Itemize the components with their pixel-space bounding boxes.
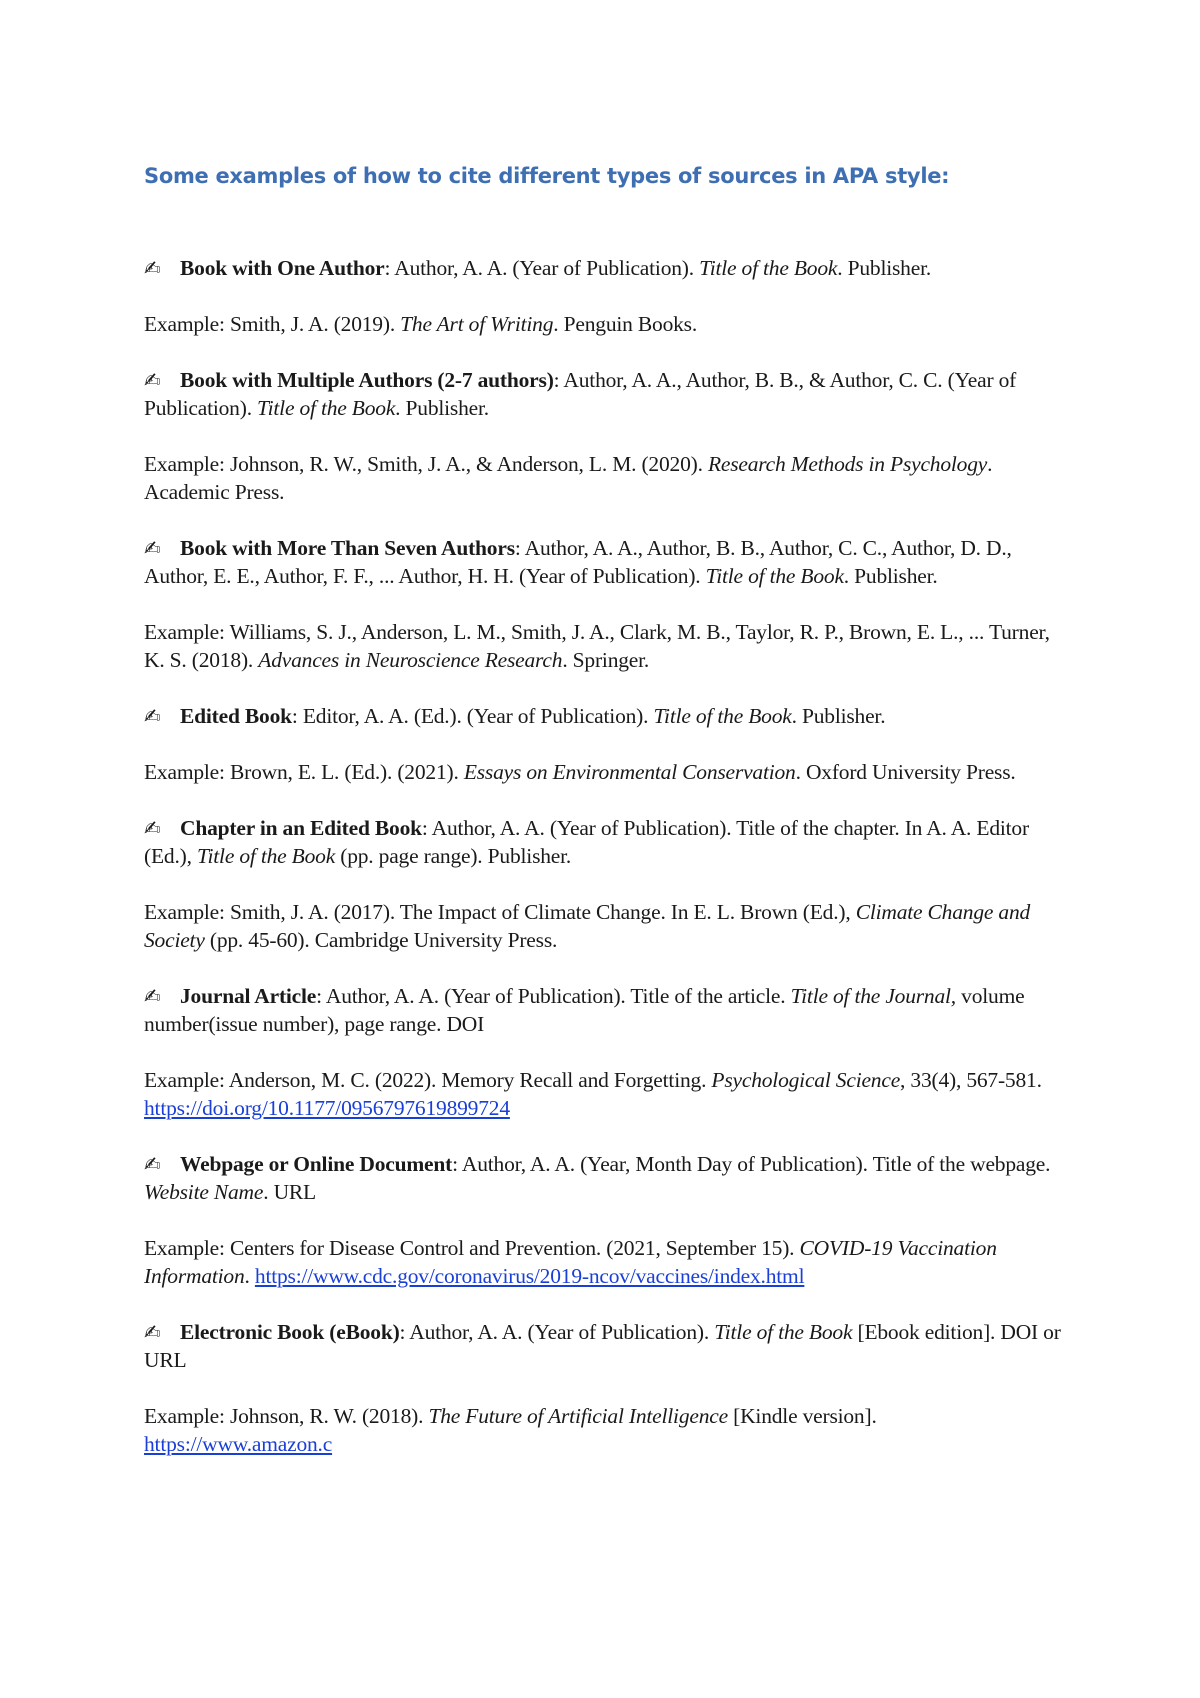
example-text: [Kindle version]. (727, 1404, 877, 1428)
citation-example (144, 310, 1069, 338)
format-italic: Title of the Book (257, 396, 396, 420)
amazon-link[interactable]: https://www.amazon.c (144, 1432, 333, 1456)
example-italic: The Future of Artificial Intelligence (428, 1404, 728, 1428)
citation-example (144, 450, 1069, 506)
format-text: . Publisher. (395, 396, 489, 420)
citation-format (144, 1150, 1069, 1206)
citation-entry (144, 254, 1069, 338)
citation-format (144, 254, 1069, 282)
example-italic: Climate Change and Society (144, 900, 1031, 952)
source-type-heading: Electronic Book (eBook) (180, 1320, 400, 1344)
format-text: : Author, A. A. (Year of Publication). Title of the article. (316, 984, 791, 1008)
example-italic: COVID-19 Vaccination Information (144, 1236, 997, 1288)
format-italic: Title of the Journal, (790, 984, 956, 1008)
format-italic: Title of the Book (196, 844, 336, 868)
writing-hand-icon (144, 702, 180, 730)
format-text: : Author, A. A. (Year of Publication). Title of the chapter. In A. A. Editor (Ed.), (144, 816, 1029, 868)
format-text: . Publisher. (843, 564, 938, 588)
citation-example (144, 898, 1069, 954)
example-italic: Essays on Environmental Conservation (463, 760, 796, 784)
citation-example (144, 758, 1069, 786)
source-type-heading: Book with More Than Seven Authors (180, 536, 515, 560)
example-text: (pp. 45-60). Cambridge University Press. (204, 928, 558, 952)
example-italic: Advances in Neuroscience Research (258, 648, 563, 672)
example-text: Example: Williams, S. J., Anderson, L. M., Smith, J. A., Clark, M. B., Taylor, R. P., Brown, E. L., ... Turner, K. S. (2018). (144, 620, 1050, 672)
example-italic: Psychological Science (711, 1068, 901, 1092)
citation-format (144, 702, 1069, 730)
format-text: . URL (263, 1180, 316, 1204)
format-text: (pp. page range). Publisher. (335, 844, 572, 868)
example-text: , 33(4), 567-581. (900, 1068, 1042, 1092)
doi-link[interactable]: https://doi.org/10.1177/0956797619899724 (144, 1096, 510, 1120)
format-text: . Publisher. (837, 256, 932, 280)
example-text: Example: Johnson, R. W. (2018). (144, 1404, 429, 1428)
format-italic: Website Name (144, 1180, 264, 1204)
example-text: Example: Centers for Disease Control and Prevention. (2021, September 15). (144, 1236, 800, 1260)
example-text: Example: Johnson, R. W., Smith, J. A., & Anderson, L. M. (2020). (144, 452, 708, 476)
page-title: Some examples of how to cite different types of sources in APA style: (144, 164, 950, 188)
writing-hand-icon (144, 254, 180, 282)
example-text: . Oxford University Press. (795, 760, 1016, 784)
example-text: Example: Brown, E. L. (Ed.). (2021). (144, 760, 464, 784)
format-text: : Author, A. A., Author, B. B., & Author, C. C. (Year of Publication). (144, 368, 1017, 420)
citation-format (144, 366, 1069, 422)
example-text: Example: Smith, J. A. (2019). (144, 312, 401, 336)
writing-hand-icon (144, 814, 180, 842)
format-italic: Title of the Book (705, 564, 844, 588)
citation-entry (144, 702, 1069, 786)
format-italic: Title of the Book (699, 256, 838, 280)
format-italic: Title of the Book (653, 704, 792, 728)
writing-hand-icon (144, 1318, 180, 1346)
source-type-heading: Book with One Author (180, 256, 385, 280)
writing-hand-icon (144, 534, 180, 562)
format-text: : Author, A. A. (Year, Month Day of Publication). Title of the webpage. (452, 1152, 1051, 1176)
example-text: . (244, 1264, 255, 1288)
source-type-heading: Book with Multiple Authors (2-7 authors) (180, 368, 554, 392)
citation-entry (144, 1150, 1069, 1290)
citation-format (144, 982, 1069, 1038)
format-italic: Title of the Book (714, 1320, 853, 1344)
format-text: : Author, A. A., Author, B. B., Author, C. C., Author, D. D., Author, E. E., Author, F. F., ... Author, H. H. (Year of Publication). (144, 536, 1012, 588)
example-text: Example: Anderson, M. C. (2022). Memory Recall and Forgetting. (144, 1068, 712, 1092)
writing-hand-icon (144, 366, 180, 394)
writing-hand-icon (144, 982, 180, 1010)
citation-example (144, 1402, 1069, 1458)
format-text: : Editor, A. A. (Ed.). (Year of Publication). (291, 704, 654, 728)
format-text: volume number(issue number), page range. DOI (144, 984, 1025, 1036)
citation-entry (144, 982, 1069, 1122)
format-text: . Publisher. (791, 704, 886, 728)
citation-example (144, 1234, 1069, 1290)
example-italic: The Art of Writing (400, 312, 554, 336)
example-text: . Academic Press. (144, 452, 993, 504)
cdc-link[interactable]: https://www.cdc.gov/coronavirus/2019-ncov/vaccines/index.html (254, 1264, 805, 1288)
source-type-heading: Journal Article (180, 984, 317, 1008)
citation-entry (144, 534, 1069, 674)
source-type-heading: Edited Book (180, 704, 292, 728)
citation-entry (144, 366, 1069, 506)
citation-format (144, 1318, 1069, 1374)
format-text: : Author, A. A. (Year of Publication). (399, 1320, 715, 1344)
citation-format (144, 814, 1069, 870)
example-text: Example: Smith, J. A. (2017). The Impact of Climate Change. In E. L. Brown (Ed.), (144, 900, 856, 924)
example-italic: Research Methods in Psychology (707, 452, 988, 476)
citation-entry (144, 1318, 1069, 1458)
citation-example (144, 618, 1069, 674)
citation-entry (144, 814, 1069, 954)
example-text: . Springer. (562, 648, 650, 672)
source-type-heading: Chapter in an Edited Book (180, 816, 422, 840)
citation-format (144, 534, 1069, 590)
writing-hand-icon (144, 1150, 180, 1178)
format-text: : Author, A. A. (Year of Publication). (384, 256, 700, 280)
format-text: [Ebook edition]. DOI or URL (144, 1320, 1061, 1372)
document-body (144, 162, 1069, 1486)
example-text: . Penguin Books. (553, 312, 698, 336)
citation-example (144, 1066, 1069, 1122)
source-type-heading: Webpage or Online Document (180, 1152, 453, 1176)
